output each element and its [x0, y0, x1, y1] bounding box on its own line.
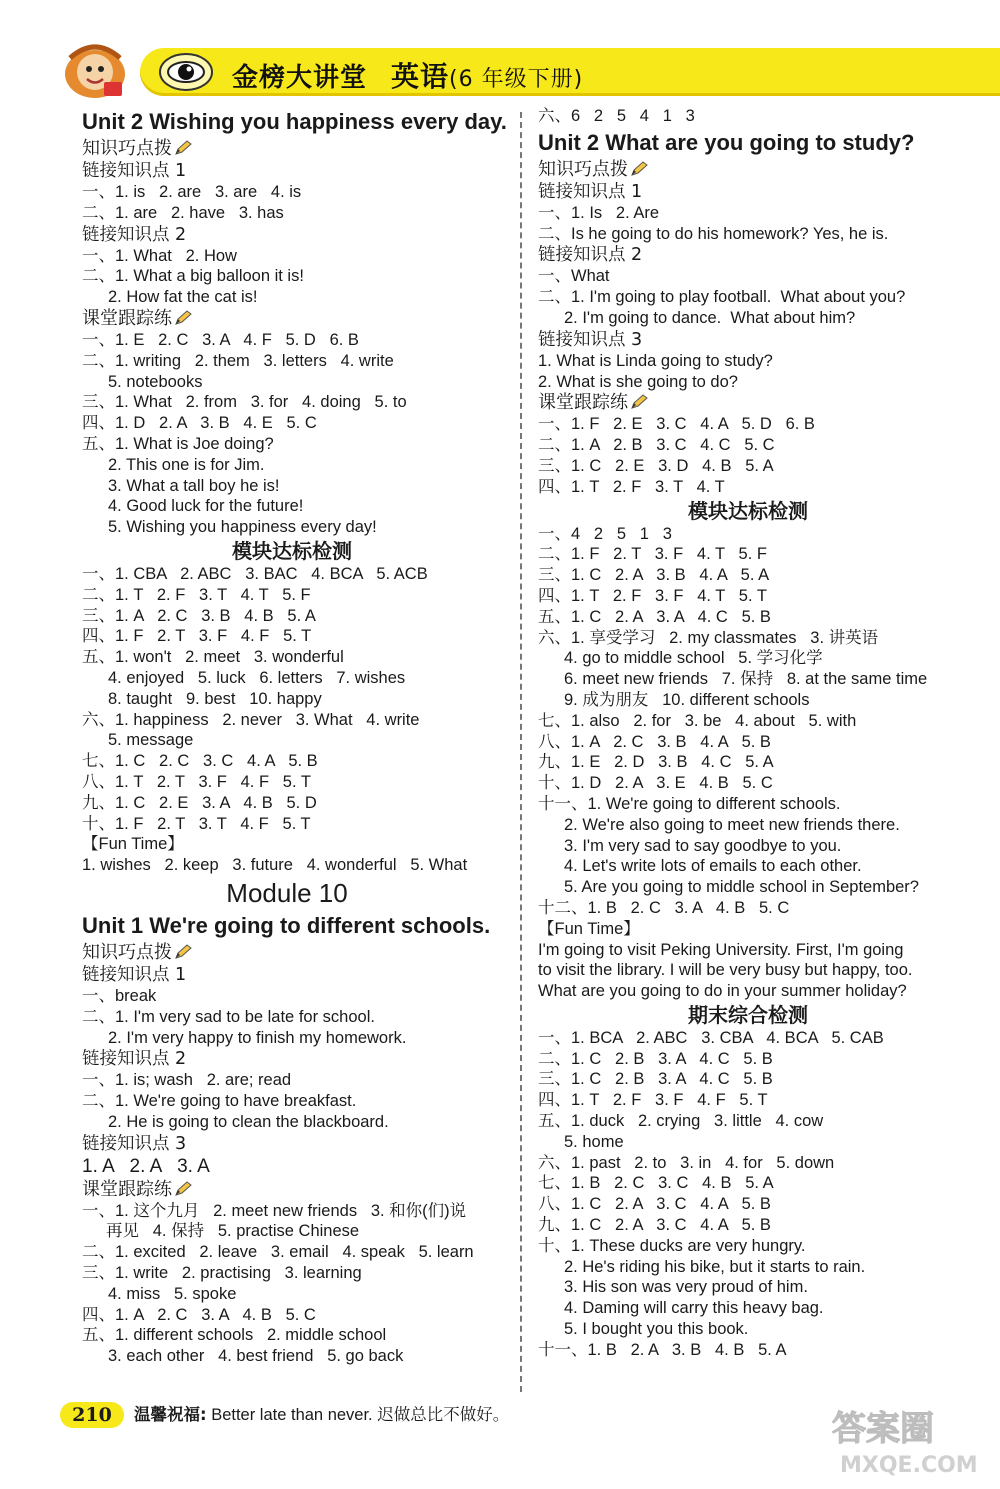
section-label	[538, 392, 978, 414]
answer-line: 五、1. What is Joe doing?	[82, 434, 274, 453]
section-heading: 模块达标检测	[232, 538, 352, 563]
knowledge-point-label: 链接知识点 3	[82, 1133, 187, 1154]
answer-line: 七、1. B 2. C 3. C 4. B 5. A	[538, 1174, 774, 1193]
section-label	[82, 138, 522, 160]
answer-line: 六、6 2 5 4 1 3	[538, 107, 695, 125]
section-label-text: 课堂跟踪练	[82, 307, 172, 329]
answer-line: 十二、1. B 2. C 3. A 4. B 5. C	[538, 898, 790, 917]
answer-line: 2. This one is for Jim.	[108, 455, 265, 474]
footer-label: 温馨祝福:	[134, 1405, 207, 1424]
answer-line: 五、1. different schools 2. middle school	[82, 1326, 387, 1345]
answer-line: 5. notebooks	[108, 372, 203, 391]
answer-line: 五、1. won't 2. meet 3. wonderful	[82, 648, 344, 667]
answer-line: 2. I'm going to dance. What about him?	[564, 308, 856, 327]
answer-line: 再见 4. 保持 5. practise Chinese	[106, 1222, 360, 1241]
answer-line: 一、break	[82, 986, 157, 1005]
answer-line: 1. A 2. A 3. A	[82, 1155, 210, 1177]
answer-line: 九、1. E 2. D 3. B 4. C 5. A	[538, 753, 774, 772]
answer-line: 三、1. What 2. from 3. for 4. doing 5. to	[82, 393, 407, 412]
answer-line: 一、1. CBA 2. ABC 3. BAC 4. BCA 5. ACB	[82, 564, 428, 583]
answer-line: 二、1. writing 2. them 3. letters 4. write	[82, 351, 394, 370]
pencil-icon	[174, 1181, 192, 1197]
unit-title: Unit 2 What are you going to study?	[538, 129, 915, 155]
answer-line: 2. He is going to clean the blackboard.	[108, 1112, 389, 1131]
pencil-icon	[174, 310, 192, 326]
answer-line: 6. meet new friends 7. 保持 8. at the same time	[564, 670, 928, 689]
fun-time-label: 【Fun Time】	[538, 919, 640, 938]
knowledge-point-label: 链接知识点 2	[82, 224, 187, 245]
answer-line: 四、1. T 2. F 3. T 4. T	[538, 477, 725, 496]
answer-line: 4. Good luck for the future!	[108, 497, 304, 516]
answer-line: 5. home	[564, 1132, 624, 1151]
answer-line: 九、1. C 2. A 3. C 4. A 5. B	[538, 1216, 771, 1235]
answer-line: 2. We're also going to meet new friends there.	[564, 815, 900, 834]
knowledge-point-label: 链接知识点 1	[538, 181, 643, 202]
knowledge-point-label: 链接知识点 3	[538, 329, 643, 350]
answer-line: 一、1. is 2. are 3. are 4. is	[82, 183, 302, 201]
eye-logo-icon	[158, 52, 214, 92]
section-label-text: 知识巧点拨	[82, 941, 172, 963]
header-banner	[140, 48, 1000, 96]
answer-line: 六、1. 享受学习 2. my classmates 3. 讲英语	[538, 628, 879, 647]
answer-line: 六、1. past 2. to 3. in 4. for 5. down	[538, 1153, 835, 1172]
answer-line: 3. I'm very sad to say goodbye to you.	[564, 836, 842, 855]
answer-line: 一、4 2 5 1 3	[538, 524, 672, 543]
answer-line: 四、1. F 2. T 3. F 4. F 5. T	[82, 627, 312, 646]
answer-line: 十一、1. B 2. A 3. B 4. B 5. A	[538, 1340, 787, 1359]
answer-line: 4. go to middle school 5. 学习化学	[564, 649, 823, 668]
answer-line: 一、1. E 2. C 3. A 4. F 5. D 6. B	[82, 330, 359, 349]
answer-line: 八、1. A 2. C 3. B 4. A 5. B	[538, 732, 771, 751]
answer-line: to visit the library. I will be very busy but happy, too.	[538, 961, 913, 980]
module-title: Module 10	[226, 877, 348, 908]
answer-line: 4. enjoyed 5. luck 6. letters 7. wishes	[108, 668, 406, 687]
subject-name: 英语	[391, 60, 450, 93]
answer-line: 1. wishes 2. keep 3. future 4. wonderful 5. What	[82, 856, 468, 875]
answer-line: 一、What	[538, 267, 610, 286]
right-column	[538, 106, 978, 1361]
answer-line: 五、1. duck 2. crying 3. little 4. cow	[538, 1112, 824, 1131]
pencil-icon	[630, 394, 648, 410]
section-heading: 期末综合检测	[688, 1002, 808, 1027]
left-column	[82, 106, 522, 1367]
answer-line: 一、1. What 2. How	[82, 246, 237, 265]
answer-line: 六、1. happiness 2. never 3. What 4. write	[82, 710, 420, 729]
answer-line: 二、1. are 2. have 3. has	[82, 203, 284, 222]
answer-line: 4. Let's write lots of emails to each other.	[564, 857, 862, 876]
fun-time-label: 【Fun Time】	[82, 835, 184, 854]
footer-blessing	[134, 1402, 509, 1428]
unit-title: Unit 2 Wishing you happiness every day.	[82, 109, 507, 134]
answer-line: 四、1. A 2. C 3. A 4. B 5. C	[82, 1305, 316, 1324]
page-number: 210	[60, 1402, 124, 1428]
answer-line: 三、1. write 2. practising 3. learning	[82, 1264, 362, 1283]
answer-line: 5. I bought you this book.	[564, 1320, 749, 1339]
answer-line: 5. message	[108, 731, 194, 750]
knowledge-point-label: 链接知识点 2	[82, 1049, 187, 1070]
answer-line: What are you going to do in your summer holiday?	[538, 982, 907, 1001]
knowledge-point-label: 链接知识点 2	[538, 245, 643, 266]
answer-line: 七、1. also 2. for 3. be 4. about 5. with	[538, 711, 857, 730]
answer-line: 二、Is he going to do his homework? Yes, he is.	[538, 224, 889, 243]
answer-line: 5. Are you going to middle school in September?	[564, 878, 919, 897]
section-label-text: 知识巧点拨	[538, 158, 628, 180]
footer-text: Better late than never. 迟做总比不做好。	[211, 1406, 510, 1424]
answer-line: 八、1. T 2. T 3. F 4. F 5. T	[82, 772, 311, 791]
answer-line: 二、1. We're going to have breakfast.	[82, 1092, 357, 1111]
answer-line: 五、1. C 2. A 3. A 4. C 5. B	[538, 607, 771, 626]
answer-line: 一、1. F 2. E 3. C 4. A 5. D 6. B	[538, 415, 815, 434]
answer-line: 5. Wishing you happiness every day!	[108, 518, 377, 537]
section-heading: 模块达标检测	[688, 498, 808, 523]
answer-line: 二、1. F 2. T 3. F 4. T 5. F	[538, 545, 767, 564]
answer-line: 2. What is she going to do?	[538, 372, 738, 391]
pencil-icon	[174, 944, 192, 960]
answer-line: 一、1. BCA 2. ABC 3. CBA 4. BCA 5. CAB	[538, 1028, 884, 1047]
answer-line: 8. taught 9. best 10. happy	[108, 689, 322, 708]
answer-line: I'm going to visit Peking University. First, I'm going	[538, 940, 904, 959]
answer-line: 十、1. These ducks are very hungry.	[538, 1236, 806, 1255]
mascot-icon	[60, 38, 130, 100]
answer-line: 1. What is Linda going to study?	[538, 351, 773, 370]
book-title	[232, 55, 583, 95]
section-label-text: 知识巧点拨	[82, 138, 172, 159]
knowledge-point-label: 链接知识点 1	[82, 964, 187, 985]
answer-line: 3. each other 4. best friend 5. go back	[108, 1347, 404, 1366]
answer-line: 四、1. T 2. F 3. F 4. F 5. T	[538, 1091, 768, 1110]
section-label	[82, 942, 522, 964]
answer-line: 二、1. I'm very sad to be late for school.	[82, 1007, 375, 1026]
answer-line: 一、1. 这个九月 2. meet new friends 3. 和你(们)说	[82, 1201, 467, 1220]
answer-line: 3. What a tall boy he is!	[108, 476, 280, 495]
answer-line: 2. How fat the cat is!	[108, 288, 258, 307]
section-label-text: 课堂跟踪练	[82, 1178, 172, 1200]
pencil-icon	[174, 140, 192, 156]
answer-line: 一、1. Is 2. Are	[538, 203, 660, 222]
watermark-logo	[820, 1392, 1000, 1484]
answer-line: 4. miss 5. spoke	[108, 1284, 237, 1303]
answer-line: 2. I'm very happy to finish my homework.	[108, 1028, 407, 1047]
series-name: 金榜大讲堂	[232, 63, 368, 93]
answer-line: 十一、1. We're going to different schools.	[538, 794, 841, 813]
answer-line: 十、1. D 2. A 3. E 4. B 5. C	[538, 774, 773, 793]
answer-line: 二、1. A 2. B 3. C 4. C 5. C	[538, 436, 775, 455]
section-label	[82, 1179, 522, 1201]
answer-line: 二、1. excited 2. leave 3. email 4. speak 5. learn	[82, 1243, 474, 1262]
watermark-url: MXQE.COM	[840, 1453, 978, 1478]
section-label-text: 课堂跟踪练	[538, 392, 628, 414]
section-label	[82, 308, 522, 330]
answer-line: 二、1. C 2. B 3. A 4. C 5. B	[538, 1049, 773, 1068]
section-label	[538, 159, 978, 181]
knowledge-point-label: 链接知识点 1	[82, 161, 187, 181]
answer-line: 八、1. C 2. A 3. C 4. A 5. B	[538, 1195, 771, 1214]
answer-line: 三、1. C 2. A 3. B 4. A 5. A	[538, 566, 770, 585]
answer-line: 四、1. D 2. A 3. B 4. E 5. C	[82, 414, 317, 433]
answer-line: 二、1. I'm going to play football. What about you?	[538, 288, 906, 307]
answer-line: 二、1. T 2. F 3. T 4. T 5. F	[82, 585, 311, 604]
page-header	[0, 0, 1000, 100]
answer-line: 3. His son was very proud of him.	[564, 1278, 808, 1297]
answer-line: 四、1. T 2. F 3. F 4. T 5. T	[538, 586, 767, 605]
grade-label: (6 年级下册)	[449, 67, 584, 92]
answer-line: 二、1. What a big balloon it is!	[82, 267, 304, 286]
pencil-icon	[630, 161, 648, 177]
answer-line: 十、1. F 2. T 3. T 4. F 5. T	[82, 814, 311, 833]
answer-line: 七、1. C 2. C 3. C 4. A 5. B	[82, 752, 318, 771]
unit-title: Unit 1 We're going to different schools.	[82, 912, 491, 938]
answer-line: 三、1. C 2. E 3. D 4. B 5. A	[538, 456, 774, 475]
answer-line: 九、1. C 2. E 3. A 4. B 5. D	[82, 793, 317, 812]
answer-line: 9. 成为朋友 10. different schools	[564, 690, 810, 709]
answer-line: 2. He's riding his bike, but it starts to rain.	[564, 1257, 866, 1276]
watermark-main: 答案圈	[832, 1409, 934, 1449]
answer-line: 4. Daming will carry this heavy bag.	[564, 1299, 824, 1318]
answer-line: 三、1. A 2. C 3. B 4. B 5. A	[82, 606, 316, 625]
answer-line: 三、1. C 2. B 3. A 4. C 5. B	[538, 1070, 773, 1089]
answer-line: 一、1. is; wash 2. are; read	[82, 1071, 292, 1090]
